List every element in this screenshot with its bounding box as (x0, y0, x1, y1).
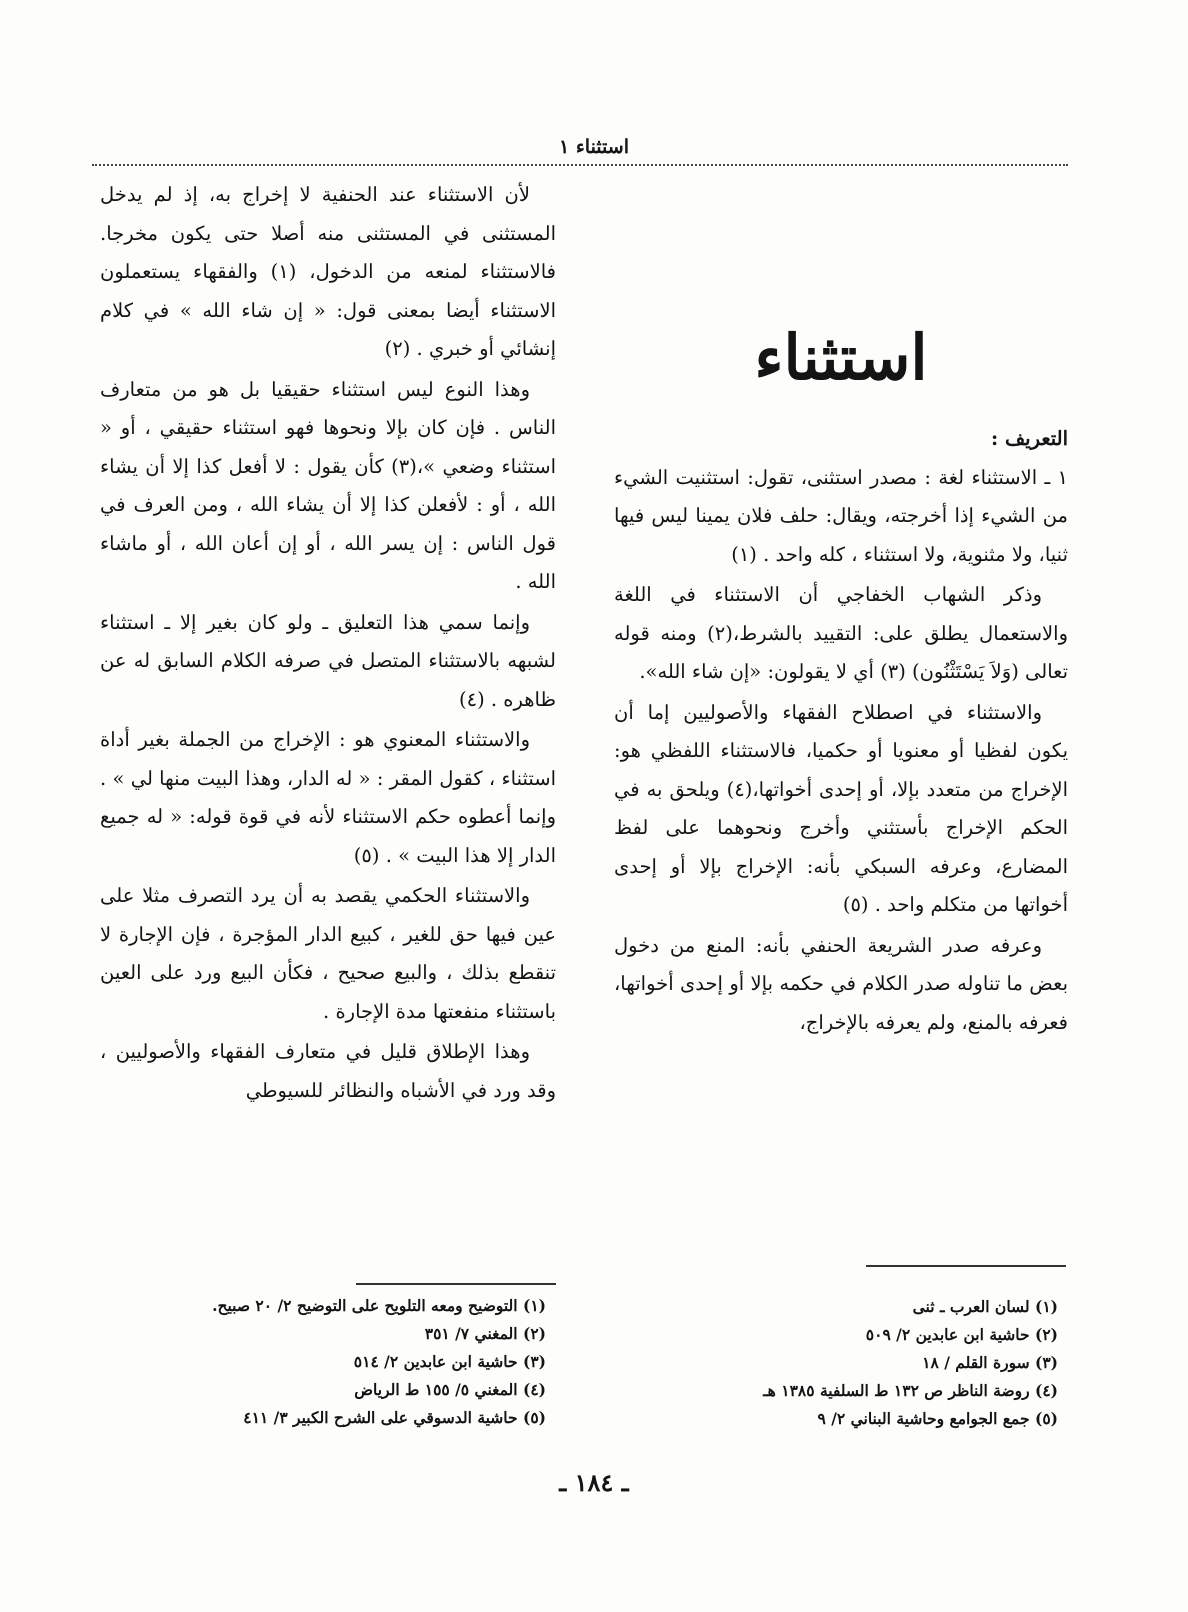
running-header: استثناء ١ (559, 136, 629, 158)
right-paragraph-4: وعرفه صدر الشريعة الحنفي بأنه: المنع من دخول بعض ما تناوله صدر الكلام في حكمه بإلا أو إحدى أخواتها، فعرفه بالمنع، ولم يعرفه بالإخراج، (614, 933, 1068, 1034)
footnote-right-4: (٤) روضة الناظر ص ١٣٢ ط السلفية ١٣٨٥ هـ (763, 1381, 1058, 1400)
footnote-left-2: (٢) المغني ٧/ ٣٥١ (424, 1324, 546, 1343)
footnotes-left (150, 1292, 546, 1432)
article-title: استثناء (754, 321, 928, 394)
left-paragraph-5: والاستثناء الحكمي يقصد به أن يرد التصرف مثلا على عين فيها حق للغير ، كبيع الدار المؤجرة ، فإن الإجارة لا تنقطع بذلك ، والبيع صحيح ، فكأن البيع ورد على العين باستثناء منفعتها مدة الإجارة . (100, 884, 556, 1023)
left-paragraph-2: وهذا النوع ليس استثناء حقيقيا بل هو من متعارف الناس . فإن كان بإلا ونحوها فهو استثناء حقيقي ، أو « استثناء وضعي »،(٣) كأن يقول : لا أفعل كذا إلا أن يشاء الله ، أو : لأفعلن كذا إلا أن يشاء الله ، ومن العرف في قول الناس : إن يسر الله ، أو إن أعان الله ، أو ماشاء الله . (100, 377, 556, 593)
left-paragraph-3: وإنما سمي هذا التعليق ـ ولو كان بغير إلا ـ استثناء لشبهه بالاستثناء المتصل في صرفه الكلام السابق له عن ظاهره . (٤) (100, 610, 556, 711)
footnote-right-3: (٣) سورة القلم / ١٨ (922, 1353, 1058, 1372)
page-number: ـ ١٨٤ ـ (559, 1468, 629, 1497)
footnote-left-4: (٤) المغني ٥/ ١٥٥ ط الرياض (354, 1380, 546, 1399)
right-paragraph-2: وذكر الشهاب الخفاجي أن الاستثناء في اللغة والاستعمال يطلق على: التقييد بالشرط،(٢) ومنه قوله تعالى (وَلاَ يَسْتَثْنُون) (٣) أي لا يقولون: «إن شاء الله». (614, 583, 1068, 683)
footnotes-right (680, 1293, 1058, 1433)
header-dotted-rule (92, 164, 1068, 166)
footnote-left-1: (١) التوضيح ومعه التلويح على التوضيح ٢/ ٢٠ صبيح. (212, 1296, 546, 1315)
footnote-left-3: (٣) حاشية ابن عابدين ٢/ ٥١٤ (353, 1352, 546, 1371)
right-paragraph-1: ١ ـ الاستثناء لغة : مصدر استثنى، تقول: استثنيت الشيء من الشيء إذا أخرجته، ويقال: حلف فلان يمينا ليس فيها ثنيا، ولا مثنوية، ولا استثناء ، كله واحد . (١) (614, 465, 1068, 566)
footnote-right-2: (٢) حاشية ابن عابدين ٢/ ٥٠٩ (865, 1325, 1058, 1344)
left-paragraph-4: والاستثناء المعنوي هو : الإخراج من الجملة بغير أداة استثناء ، كقول المقر : « له الدار، وهذا البيت منها لي » . وإنما أعطوه حكم الاستثناء لأنه في قوة قوله: « له جميع الدار إلا هذا البيت » . (٥) (100, 728, 556, 867)
footnote-rule-right (866, 1265, 1066, 1267)
left-paragraph-1: لأن الاستثناء عند الحنفية لا إخراج به، إذ لم يدخل المستثنى في المستثنى منه أصلا حتى يكون مخرجا. فالاستثناء لمنعه من الدخول، (١) والفقهاء يستعملون الاستثناء أيضا بمعنى قول: « إن شاء الله » في كلام إنشائي أو خبري . (٢) (100, 183, 556, 360)
footnote-right-1: (١) لسان العرب ـ ثنى (912, 1297, 1058, 1316)
definition-heading: التعريف : (990, 427, 1068, 450)
footnote-rule-left (356, 1283, 556, 1285)
right-column (614, 420, 1068, 1042)
left-column (100, 176, 556, 1110)
footnote-right-5: (٥) جمع الجوامع وحاشية البناني ٢/ ٩ (817, 1409, 1058, 1428)
left-paragraph-6: وهذا الإطلاق قليل في متعارف الفقهاء والأصوليين ، وقد ورد في الأشباه والنظائر للسيوطي (100, 1040, 556, 1102)
right-paragraph-3: والاستثناء في اصطلاح الفقهاء والأصوليين إما أن يكون لفظيا أو معنويا أو حكميا، فالاستثناء اللفظي هو: الإخراج من متعدد بإلا، أو إحدى أخواتها،(٤) ويلحق به في الحكم الإخراج بأستثني وأخرج ونحوهما على لفظ المضارع، وعرفه السبكي بأنه: الإخراج بإلا أو إحدى أخواتها من متكلم واحد . (٥) (614, 700, 1068, 916)
footnote-left-5: (٥) حاشية الدسوقي على الشرح الكبير ٣/ ٤١١ (243, 1408, 546, 1427)
